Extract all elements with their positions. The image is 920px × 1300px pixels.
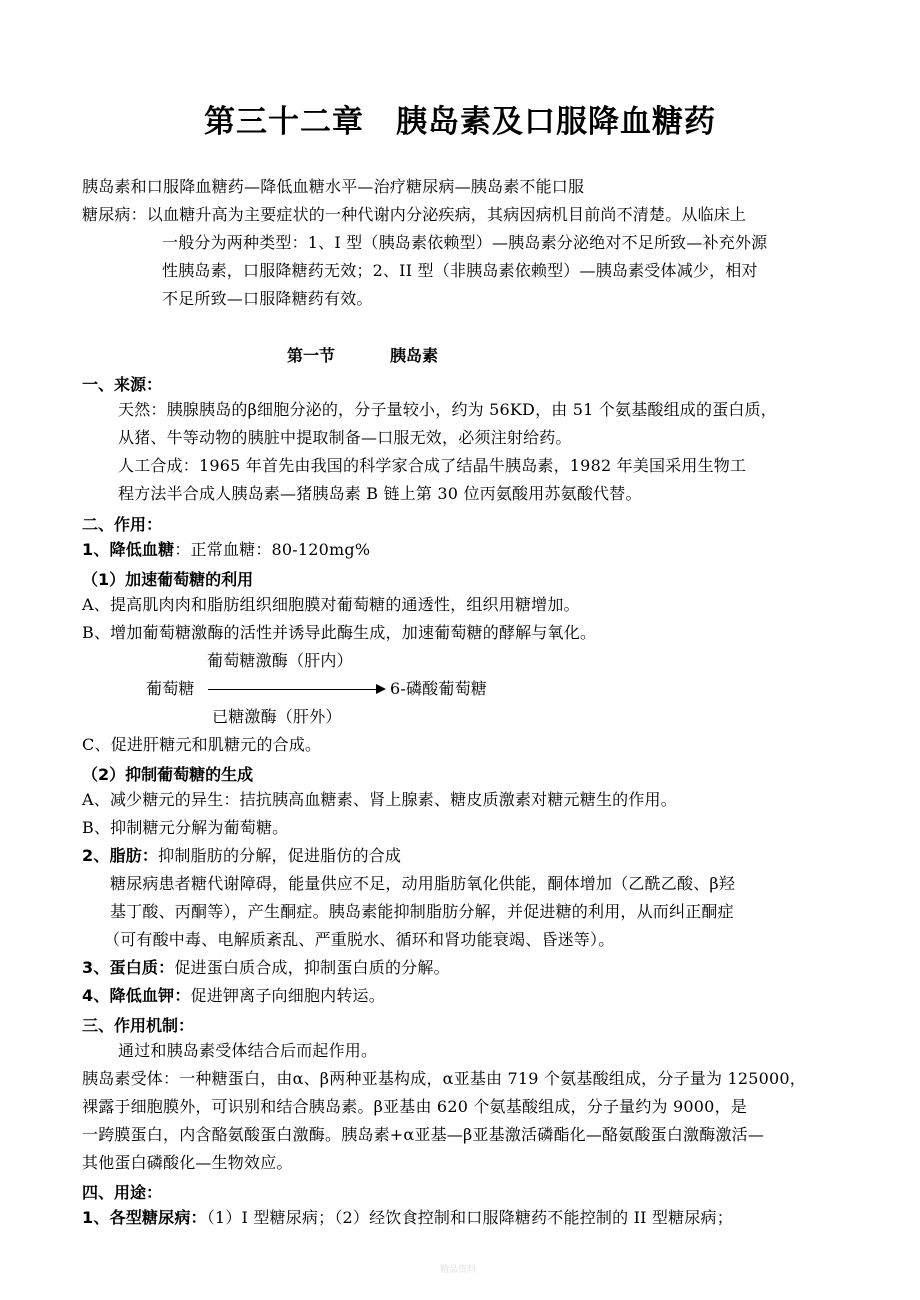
effect-item-glucose [82, 540, 370, 560]
receptor-text: 裸露于细胞膜外，可识别和结合胰岛素。β亚基由 620 个氨基酸组成，分子量约为 9000，是 [82, 1097, 747, 1116]
effect-item-label: 1、降低血糖 [82, 540, 175, 559]
effect-item-text: ：正常血糖：80-120mg% [174, 540, 371, 559]
effect-item-protein [82, 958, 450, 978]
effect-item-text: 促进钾离子向细胞内转运。 [190, 986, 385, 1005]
subheading: （1）加速葡萄糖的利用 [82, 570, 254, 589]
section-name: 胰岛素 [390, 346, 439, 365]
product-label: 6-磷酸葡萄糖 [390, 679, 487, 698]
page-title: 第三十二章 胰岛素及口服降血糖药 [204, 104, 716, 140]
subheading: （2）抑制葡萄糖的生成 [82, 765, 254, 784]
diabetes-definition: 一般分为两种类型：1、I 型（胰岛素依赖型）—胰岛素分泌绝对不足所致—补充外源 [162, 233, 768, 252]
effects-heading: 二、作用： [82, 515, 163, 534]
arrow-right-icon [376, 684, 386, 694]
source-natural: 天然：胰腺胰岛的β细胞分泌的，分子量较小，约为 56KD，由 51 个氨基酸组成的蛋白质， [118, 400, 778, 419]
diabetes-definition: 糖尿病：以血糖升高为主要症状的一种代谢内分泌疾病，其病因病机目前尚不清楚。从临床上 [82, 205, 747, 224]
source-natural: 从猪、牛等动物的胰脏中提取制备—口服无效，必须注射给药。 [118, 428, 572, 447]
fat-detail: 糖尿病患者糖代谢障碍，能量供应不足，动用脂肪氧化供能，酮体增加（乙酰乙酸、β羟 [110, 874, 736, 893]
list-item: A、提高肌肉肉和脂肪组织细胞膜对葡萄糖的通透性，组织用糖增加。 [82, 595, 580, 614]
receptor-text: 胰岛素受体：一种糖蛋白，由α、β两种亚基构成，α亚基由 719 个氨基酸组成，分子量为 125000， [82, 1069, 806, 1088]
use-item-diabetes [82, 1208, 733, 1228]
effect-item-fat [82, 846, 401, 866]
enzyme-top-label: 葡萄糖激酶（肝内） [207, 651, 353, 670]
list-item: B、增加葡萄糖激酶的活性并诱导此酶生成，加速葡萄糖的酵解与氧化。 [82, 623, 597, 642]
receptor-text: 其他蛋白磷酸化—生物效应。 [82, 1153, 293, 1172]
source-synthetic: 人工合成：1965 年首先由我国的科学家合成了结晶牛胰岛素，1982 年美国采用生物工 [118, 456, 747, 475]
effect-item-label: 4、降低血钾： [82, 986, 191, 1005]
effect-item-potassium [82, 986, 385, 1006]
uses-heading: 四、用途： [82, 1183, 163, 1202]
diabetes-definition: 性胰岛素，口服降糖药无效；2、II 型（非胰岛素依赖型）—胰岛素受体减少，相对 [162, 261, 758, 280]
mechanism-line: 通过和胰岛素受体结合后而起作用。 [118, 1041, 378, 1060]
list-item: A、减少糖元的异生：拮抗胰高血糖素、肾上腺素、糖皮质激素对糖元糖生的作用。 [82, 790, 677, 809]
effect-item-text: 抑制脂肪的分解，促进脂仿的合成 [158, 846, 402, 865]
fat-detail: 基丁酸、丙酮等），产生酮症。胰岛素能抑制脂肪分解，并促进糖的利用，从而纠正酮症 [110, 902, 734, 921]
substrate-label: 葡萄糖 [146, 679, 195, 698]
enzyme-bottom-label: 已糖激酶（肝外） [212, 707, 342, 726]
effect-item-label: 2、脂肪： [82, 846, 159, 865]
diabetes-definition: 不足所致—口服降糖药有效。 [162, 289, 373, 308]
use-item-text: （1）I 型糖尿病；（2）经饮食控制和口服降糖药不能控制的 II 型糖尿病； [206, 1208, 733, 1227]
source-heading: 一、来源： [82, 375, 163, 394]
use-item-label: 1、各型糖尿病： [82, 1208, 207, 1227]
list-item: C、促进肝糖元和肌糖元的合成。 [82, 735, 322, 754]
source-synthetic: 程方法半合成人胰岛素—猪胰岛素 B 链上第 30 位丙氨酸用苏氨酸代替。 [118, 484, 642, 503]
watermark: 精品资料 [440, 1265, 477, 1275]
mechanism-heading: 三、作用机制： [82, 1016, 195, 1035]
effect-item-text: 促进蛋白质合成，抑制蛋白质的分解。 [174, 958, 450, 977]
list-item: B、抑制糖元分解为葡萄糖。 [82, 818, 289, 837]
fat-detail: （可有酸中毒、电解质紊乱、严重脱水、循环和肾功能衰竭、昏迷等）。 [104, 930, 615, 949]
section-label: 第一节 [287, 346, 336, 365]
receptor-text: 一跨膜蛋白，内含酪氨酸蛋白激酶。胰岛素+α亚基—β亚基激活磷酯化—酪氨酸蛋白激酶激活— [82, 1125, 765, 1144]
effect-item-label: 3、蛋白质： [82, 958, 175, 977]
intro-line: 胰岛素和口服降血糖药—降低血糖水平—治疗糖尿病—胰岛素不能口服 [82, 177, 585, 196]
reaction-arrow-line [208, 689, 376, 690]
